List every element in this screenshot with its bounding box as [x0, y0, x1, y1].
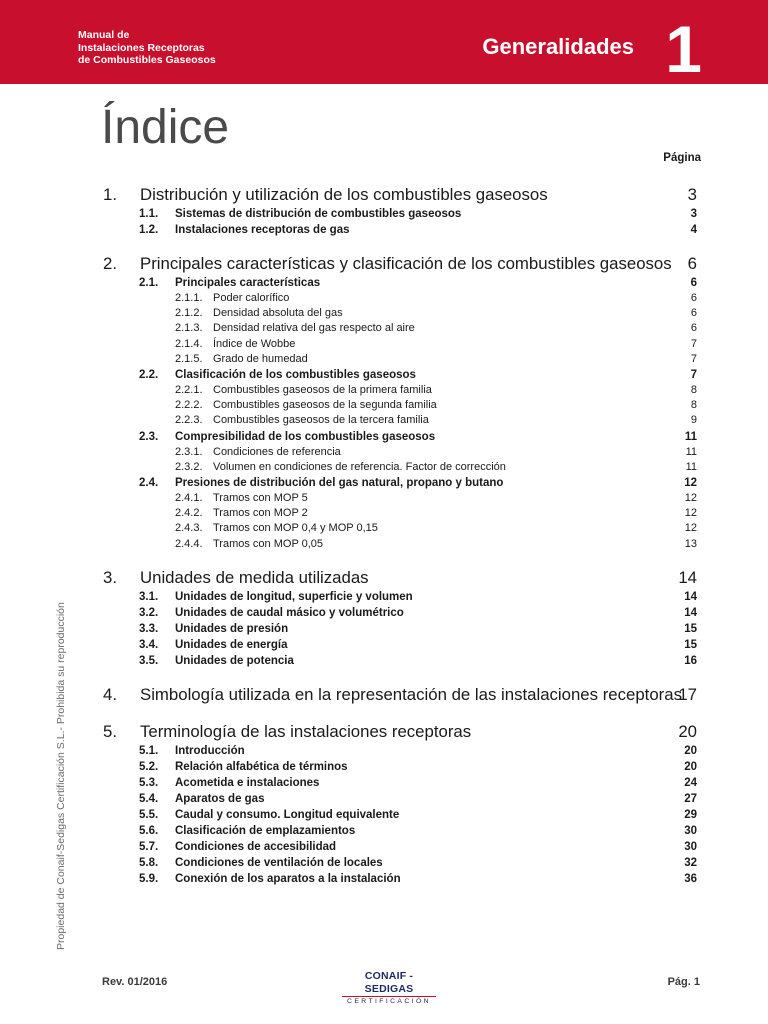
toc-subsection[interactable] [103, 206, 697, 222]
toc-subsubsection[interactable] [103, 445, 697, 460]
toc-subsection-number: 5.2. [139, 760, 159, 773]
toc-subsection-number: 2.3. [139, 430, 159, 443]
toc-subsubsection-page: 9 [690, 414, 697, 427]
toc-section-title: Distribución y utilización de los combustibles gaseosos [140, 185, 548, 204]
toc-subsection-page: 14 [684, 606, 697, 619]
toc-subsubsection-page: 8 [690, 399, 697, 412]
toc-subsubsection[interactable] [103, 460, 697, 475]
toc-subsection-page: 4 [690, 224, 697, 236]
toc-subsubsection-title: Densidad absoluta del gas [213, 307, 343, 320]
toc-subsection-title: Conexión de los aparatos a la instalación [175, 872, 401, 885]
toc-section[interactable] [103, 567, 697, 589]
header-banner [0, 0, 768, 84]
toc-subsubsection-number: 2.2.1. [175, 384, 203, 397]
toc-subsubsection-number: 2.1.3. [175, 322, 203, 335]
manual-title-line: de Combustibles Gaseosos [78, 54, 216, 66]
toc-subsection-title: Unidades de potencia [175, 654, 294, 667]
toc-section-number: 1. [103, 185, 117, 204]
toc-subsection[interactable] [103, 275, 697, 291]
toc-subsection-page: 27 [684, 792, 697, 805]
toc-subsection-number: 3.5. [139, 654, 159, 667]
toc-subsection[interactable] [103, 653, 697, 669]
toc-section-title: Principales características y clasificación de los combustibles gaseosos [140, 254, 672, 273]
toc-subsubsection[interactable] [103, 306, 697, 321]
toc-subsection[interactable] [103, 839, 697, 855]
toc-subsection-page: 11 [684, 430, 697, 443]
toc-subsection[interactable] [103, 791, 697, 807]
toc-subsection-number: 5.1. [139, 744, 159, 757]
toc-subsection-page: 14 [684, 590, 697, 603]
toc-subsection-number: 3.3. [139, 622, 159, 635]
toc-subsubsection-number: 2.4.3. [175, 522, 203, 535]
toc-subsubsection-number: 2.2.3. [175, 414, 203, 427]
toc-subsection-number: 3.1. [139, 590, 159, 603]
toc-section-title: Terminología de las instalaciones receptoras [140, 721, 472, 741]
toc-subsubsection-number: 2.4.4. [175, 537, 203, 550]
toc-subsubsection-title: Combustibles gaseosos de la segunda familia [213, 399, 437, 412]
toc-subsection-title: Unidades de energía [175, 638, 288, 651]
toc-subsection-page: 30 [684, 824, 697, 837]
toc-subsection-title: Principales características [175, 277, 321, 289]
toc-section[interactable] [103, 721, 697, 743]
toc-subsection[interactable] [103, 475, 697, 491]
toc-subsubsection-number: 2.1.1. [175, 292, 203, 304]
toc-subsection[interactable] [103, 871, 697, 887]
toc-subsection[interactable] [103, 759, 697, 775]
toc-subsection-title: Introducción [175, 744, 245, 757]
toc-subsubsection[interactable] [103, 337, 697, 352]
toc-section-title: Simbología utilizada en la representación de las instalaciones receptoras [140, 684, 682, 704]
toc-subsection[interactable] [103, 429, 697, 445]
toc-subsection-page: 29 [684, 808, 697, 821]
toc-subsection-number: 5.9. [139, 872, 159, 885]
manual-title [78, 29, 278, 67]
toc-subsubsection-number: 2.4.1. [175, 492, 203, 505]
toc-section-page: 3 [687, 185, 697, 204]
toc-subsubsection-number: 2.1.5. [175, 352, 203, 365]
revision-label: Rev. 01/2016 [102, 976, 168, 988]
copyright-note: Propiedad de Conaif-Sedigas Certificación S.L.- Prohibida su reproducción [55, 602, 67, 950]
toc-subsection-title: Acometida e instalaciones [175, 776, 320, 789]
toc-subsubsection-page: 8 [690, 384, 697, 397]
toc-subsubsection-page: 6 [690, 292, 697, 304]
toc-subsection-page: 6 [690, 277, 697, 289]
toc-subsection[interactable] [103, 621, 697, 637]
toc-subsection[interactable] [103, 589, 697, 605]
toc-subsubsection-title: Grado de humedad [213, 352, 308, 365]
toc-subsection-title: Unidades de presión [175, 622, 289, 635]
toc-subsection-title: Clasificación de emplazamientos [175, 824, 356, 837]
toc-subsubsection-number: 2.2.2. [175, 399, 203, 412]
toc-subsection-page: 12 [684, 477, 697, 490]
conaif-sedigas-logo [342, 970, 436, 1005]
toc-subsubsection-page: 13 [684, 537, 697, 550]
toc-subsection-page: 30 [684, 840, 697, 853]
toc-subsubsection[interactable] [103, 506, 697, 521]
toc-subsubsection-title: Condiciones de referencia [213, 445, 341, 458]
toc-subsection-page: 20 [684, 760, 697, 773]
page-column-label: Página [663, 152, 701, 164]
toc-subsection-page: 7 [690, 369, 697, 382]
toc-section-number: 5. [103, 721, 117, 741]
toc-subsubsection-page: 12 [684, 492, 697, 505]
toc-subsection-title: Relación alfabética de términos [175, 760, 348, 773]
toc-subsection[interactable] [103, 222, 697, 238]
toc-subsubsection-title: Volumen en condiciones de referencia. Factor de corrección [213, 460, 506, 473]
toc-subsection-title: Sistemas de distribución de combustibles gaseosos [175, 208, 462, 220]
manual-title-line: Manual de [78, 29, 130, 41]
toc-section-page: 6 [687, 254, 697, 273]
toc-subsection-title: Unidades de caudal másico y volumétrico [175, 606, 404, 619]
toc-subsection[interactable] [103, 637, 697, 653]
toc-subsection-number: 2.1. [139, 277, 159, 289]
toc-section[interactable] [103, 253, 697, 275]
page-number: Pág. 1 [667, 976, 700, 988]
manual-title-line: Instalaciones Receptoras [78, 41, 205, 54]
toc-subsubsection-page: 11 [685, 460, 697, 473]
toc-subsubsection-page: 7 [690, 352, 697, 365]
toc-subsection-number: 5.7. [139, 840, 159, 853]
toc-subsection-number: 1.1. [139, 208, 159, 220]
toc-subsection-title: Condiciones de accesibilidad [175, 840, 337, 853]
toc-subsubsection-title: Combustibles gaseosos de la tercera familia [213, 414, 429, 427]
toc-subsubsection-title: Tramos con MOP 5 [213, 492, 308, 505]
toc-section-page: 14 [678, 567, 697, 587]
logo-wordmark: CONAIF - SEDIGAS [364, 970, 414, 995]
toc-subsection-page: 36 [684, 872, 697, 885]
toc-subsection-number: 5.6. [139, 824, 159, 837]
toc-subsubsection-title: Índice de Wobbe [213, 337, 296, 350]
toc-subsection-number: 1.2. [139, 224, 159, 236]
toc-subsubsection[interactable] [103, 352, 697, 367]
toc-subsection-number: 5.5. [139, 808, 159, 821]
toc-subsection-number: 2.2. [139, 369, 159, 382]
toc-subsection-number: 5.8. [139, 856, 159, 869]
toc-subsection[interactable] [103, 823, 697, 839]
toc-subsubsection-number: 2.4.2. [175, 507, 203, 520]
toc-subsection-page: 24 [684, 776, 697, 789]
section-name: Generalidades [482, 34, 634, 59]
toc-subsubsection-page: 11 [685, 445, 697, 458]
toc-subsection-number: 5.3. [139, 776, 159, 789]
toc-subsection[interactable] [103, 743, 697, 759]
toc-subsubsection[interactable] [103, 537, 697, 552]
toc-section-page: 20 [678, 721, 697, 741]
toc-section-page: 17 [678, 684, 697, 704]
toc-subsubsection-page: 7 [690, 337, 697, 350]
toc-subsection-title: Condiciones de ventilación de locales [175, 856, 383, 869]
toc-subsection-title: Compresibilidad de los combustibles gaseosos [175, 430, 436, 443]
toc-section-number: 4. [103, 684, 117, 704]
toc-subsubsection[interactable] [103, 521, 697, 536]
toc-subsubsection[interactable] [103, 291, 697, 306]
toc-subsubsection[interactable] [103, 321, 697, 336]
toc-subsection-title: Aparatos de gas [175, 792, 265, 805]
toc-section[interactable] [103, 184, 697, 206]
toc-subsubsection-number: 2.1.2. [175, 307, 203, 320]
toc-subsection-title: Unidades de longitud, superficie y volumen [175, 590, 413, 603]
toc-subsection-number: 3.2. [139, 606, 159, 619]
toc-subsection-title: Presiones de distribución del gas natural, propano y butano [175, 477, 504, 490]
toc-subsection-number: 3.4. [139, 638, 159, 651]
toc-subsubsection[interactable] [103, 398, 697, 413]
toc-section-title: Unidades de medida utilizadas [140, 567, 369, 587]
toc-section-number: 2. [103, 254, 117, 273]
toc-subsubsection-title: Combustibles gaseosos de la primera familia [213, 384, 432, 397]
toc-subsubsection-page: 12 [684, 522, 697, 535]
toc-subsection-page: 32 [684, 856, 697, 869]
table-of-contents [103, 184, 697, 887]
toc-subsubsection-title: Tramos con MOP 0,4 y MOP 0,15 [213, 522, 378, 535]
toc-subsection-title: Clasificación de los combustibles gaseosos [175, 369, 416, 382]
toc-subsubsection-number: 2.3.1. [175, 445, 203, 458]
toc-subsection[interactable] [103, 775, 697, 791]
toc-subsection[interactable] [103, 855, 697, 871]
toc-subsection[interactable] [103, 367, 697, 383]
toc-subsection-number: 2.4. [139, 477, 159, 490]
toc-subsubsection-page: 6 [690, 322, 697, 335]
toc-subsubsection-number: 2.1.4. [175, 337, 203, 350]
toc-subsection-page: 20 [684, 744, 697, 757]
toc-subsubsection-title: Poder calorífico [213, 292, 290, 304]
toc-subsubsection[interactable] [103, 383, 697, 398]
section-number: 1 [665, 12, 702, 86]
toc-subsubsection-number: 2.3.2. [175, 460, 203, 473]
toc-subsection-page: 15 [684, 622, 697, 635]
logo-subtitle: CERTIFICACIÓN [342, 996, 436, 1006]
toc-subsubsection[interactable] [103, 413, 697, 428]
toc-subsection-title: Caudal y consumo. Longitud equivalente [175, 808, 400, 821]
toc-section-number: 3. [103, 567, 117, 587]
toc-subsection[interactable] [103, 605, 697, 621]
toc-subsubsection-title: Tramos con MOP 0,05 [213, 537, 324, 550]
toc-subsubsection[interactable] [103, 491, 697, 506]
toc-subsection[interactable] [103, 807, 697, 823]
toc-subsection-page: 15 [684, 638, 697, 651]
toc-subsubsection-title: Tramos con MOP 2 [213, 507, 308, 520]
toc-subsubsection-page: 12 [684, 507, 697, 520]
page-title: Índice [101, 101, 230, 154]
toc-subsection-page: 3 [690, 208, 697, 220]
toc-subsubsection-title: Densidad relativa del gas respecto al aire [213, 322, 415, 335]
toc-subsubsection-page: 6 [690, 307, 697, 320]
toc-subsection-page: 16 [684, 654, 697, 667]
toc-subsection-title: Instalaciones receptoras de gas [175, 224, 350, 236]
toc-subsection-number: 5.4. [139, 792, 159, 805]
toc-section[interactable] [103, 684, 697, 706]
